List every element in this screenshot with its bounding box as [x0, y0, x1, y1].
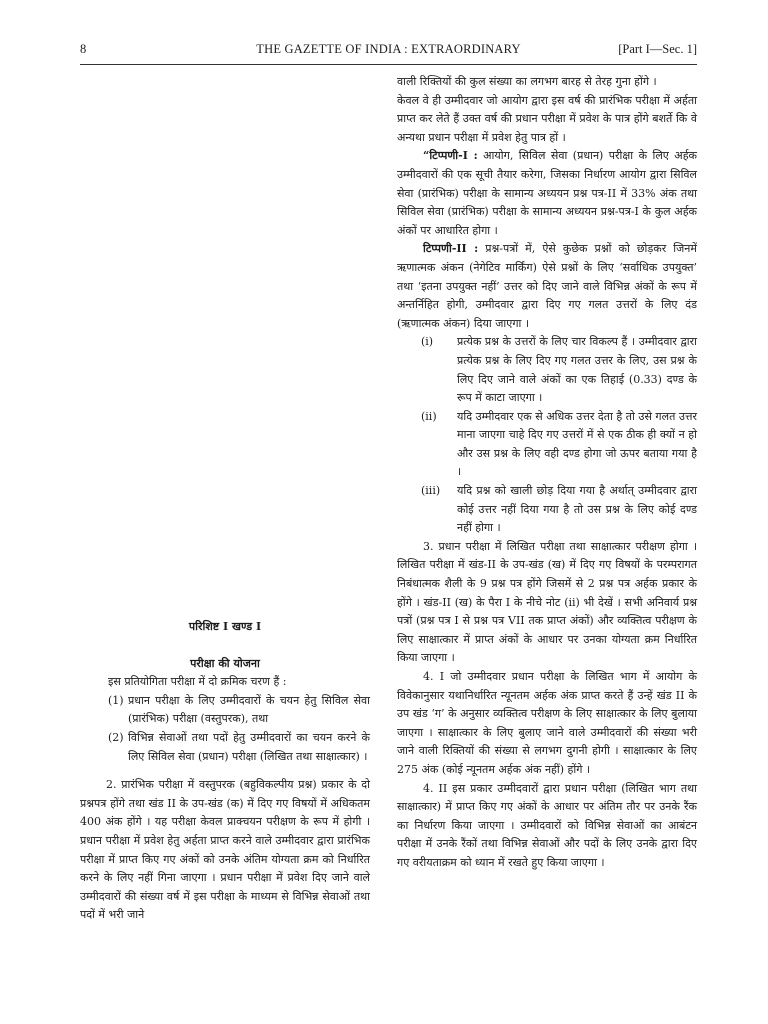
stage-number: (1) — [108, 693, 124, 707]
page-number: 8 — [80, 42, 87, 56]
note-1-label: “टिप्पणी-I : — [423, 149, 478, 163]
page-header — [80, 42, 697, 62]
gazette-title: THE GAZETTE OF INDIA : EXTRAORDINARY — [256, 42, 521, 56]
appendix-title: परिशिष्ट I खण्ड I — [188, 620, 262, 633]
list-item — [397, 408, 697, 482]
scheme-intro: इस प्रतियोगिता परीक्षा में दो क्रमिक चरण हैं : — [108, 675, 287, 689]
stage-item — [80, 692, 370, 729]
part-section-label: [Part I—Sec. 1] — [618, 42, 697, 56]
left-column — [80, 618, 370, 925]
paragraph-3: 3. प्रधान परीक्षा में लिखित परीक्षा तथा साक्षात्कार परीक्षण होगा । लिखित परीक्षा में खंड-II के उप-खंड (ख) में दिए गए विषयों के परम्परागत निबंधात्मक शैली के 9 प्रश्न पत्र होंगे जिसमें से 2 प्रश्न पत्र अर्हक प्रकार के होंगे । खंड-II (ख) के पैरा I के नीचे नोट (ii) भी देखें । सभी अनिवार्य प्रश्न पत्रों (प्रश्न पत्र I से प्रश्न पत्र VII तक प्राप्त अंकों) और व्यक्तित्व परीक्षण के लिए साक्षात्कार में प्राप्त अंकों के आधार पर उनका योग्यता क्रम निर्धारित किया जाएगा । — [397, 539, 697, 665]
list-item-text: यदि प्रश्न को खाली छोड़ दिया गया है अर्थात् उम्मीदवार द्वारा कोई उत्तर नहीं दिया गया है तो उस प्रश्न के लिए कोई दण्ड नहीं होगा । — [457, 484, 697, 535]
note-1-text: आयोग, सिविल सेवा (प्रधान) परीक्षा के लिए अर्हक उम्मीदवारों की एक सूची तैयार करेगा, जिसका निर्धारण आयोग द्वारा सिविल सेवा (प्रारंभिक) परीक्षा के सामान्य अध्ययन प्रश्न पत्र-II में 33% अंक तथा सिविल सेवा (प्रारंभिक) परीक्षा के सामान्य अध्ययन प्रश्न-पत्र-I के कुल अर्हक अंकों पर आधारित होगा । — [397, 149, 698, 237]
stage-item — [80, 729, 370, 766]
list-item-number: (ii) — [421, 409, 437, 423]
list-item — [397, 482, 697, 538]
list-item-number: (iii) — [421, 484, 441, 498]
note-1 — [397, 147, 697, 240]
right-column — [397, 73, 697, 873]
list-item-text: यदि उम्मीदवार एक से अधिक उत्तर देता है तो उसे गलत उत्तर माना जाएगा चाहे दिए गए उत्तरों में से एक ठीक ही क्यों न हो और उस प्रश्न के लिए वही दण्ड होगा जो ऊपर बताया गया है । — [457, 409, 697, 479]
stage-number: (2) — [108, 730, 124, 744]
paragraph-4-1: 4. I जो उम्मीदवार प्रधान परीक्षा के लिखित भाग में आयोग के विवेकानुसार यथानिर्धारित न्यूनतम अर्हक अंक प्राप्त करते हैं उन्हें खंड II के उप खंड ‘ग’ के अनुसार व्यक्तित्व परीक्षण के लिए साक्षात्कार के लिए बुलाया जाएगा । साक्षात्कार के लिए बुलाए जाने वाले उम्मीदवारों की संख्या भरी जाने वाली रिक्तियों की संख्या से लगभग दुगनी होगी । साक्षात्कार के लिए 275 अंक (कोई न्यूनतम अर्हक अंक नहीं) होंगे । — [397, 670, 697, 776]
list-item-number: (i) — [421, 335, 434, 349]
header-rule — [80, 64, 697, 65]
note-2-text: प्रश्न-पत्रों में, ऐसे कुछेक प्रश्नों को छोड़कर जिनमें ऋणात्मक अंकन (नेगेटिव मार्किंग) ऐसे प्रश्नों के लिए ‘सर्वाधिक उपयुक्त’ तथा ‘इतना उपयुक्त नहीं’ उत्तर को दिए जाने वाले विभिन्न अंकों के रूप में अन्तर्निहित होगी, उम्मीदवार द्वारा दिए गए गलत उत्तरों के लिए दंड (ऋणात्मक अंकन) दिया जाएगा । — [397, 242, 697, 330]
stage-text: विभिन्न सेवाओं तथा पदों हेतु उम्मीदवारों का चयन करने के लिए सिविल सेवा (प्रधान) परीक्षा (लिखित तथा साक्षात्कार) । — [128, 730, 370, 763]
list-item — [397, 333, 697, 407]
note-2-label: टिप्पणी-II : — [423, 242, 479, 256]
paragraph-4-2: 4. II इस प्रकार उम्मीदवारों द्वारा प्रधान परीक्षा (लिखित भाग तथा साक्षात्कार) में प्राप्त किए गए अंकों के आधार पर अंतिम तौर पर उनके रैंक का निर्धारण किया जाएगा । उम्मीदवारों को विभिन्न सेवाओं का आबंटन परीक्षा में उनके रैंकों तथा विभिन्न सेवाओं और पदों के लिए उनके द्वारा दिए गए वरीयताक्रम को ध्यान में रखते हुए किया जाएगा । — [397, 781, 697, 869]
intro-paragraph-2: केवल वे ही उम्मीदवार जो आयोग द्वारा इस वर्ष की प्रारंभिक परीक्षा में अर्हता प्राप्त कर लेते हैं उक्त वर्ष की प्रधान परीक्षा में प्रवेश के पात्र होंगे बशर्ते कि वे अन्यथा प्रधान परीक्षा में प्रवेश हेतु पात्र हों । — [397, 93, 697, 144]
note-2 — [397, 240, 697, 333]
intro-paragraph-1: वाली रिक्तियों की कुल संख्या का लगभग बारह से तेरह गुना होंगे । — [397, 75, 657, 88]
list-item-text: प्रत्येक प्रश्न के उत्तरों के लिए चार विकल्प हैं । उम्मीदवार द्वारा प्रत्येक प्रश्न के लिए दिए गए गलत उत्तर के लिए, उस प्रश्न के लिए दिए जाने वाले अंकों का एक तिहाई (0.33) दण्ड के रूप में काटा जाएगा । — [457, 335, 697, 405]
scheme-title: परीक्षा की योजना — [190, 656, 260, 670]
stage-text: प्रधान परीक्षा के लिए उम्मीदवारों के चयन हेतु सिविल सेवा (प्रारंभिक) परीक्षा (वस्तुपरक), तथा — [128, 693, 370, 726]
paragraph-2: 2. प्रारंभिक परीक्षा में वस्तुपरक (बहुविकल्पीय प्रश्न) प्रकार के दो प्रश्नपत्र होंगे तथा खंड II के उप-खंड (क) में दिए गए विषयों में अधिकतम 400 अंक होंगे । यह परीक्षा केवल प्राक्चयन परीक्षण के रूप में होगी । प्रधान परीक्षा में प्रवेश हेतु अर्हता प्राप्त करने वाले उम्मीदवार द्वारा प्रारंभिक परीक्षा में प्राप्त किए गए अंकों को उनके अंतिम योग्यता क्रम को निर्धारित करने के लिए नहीं गिना जाएगा । प्रधान परीक्षा में प्रवेश दिए जाने वाले उम्मीदवारों की संख्या वर्ष में इस परीक्षा के माध्यम से विभिन्न सेवाओं तथा पदों में भरी जाने — [80, 778, 370, 922]
